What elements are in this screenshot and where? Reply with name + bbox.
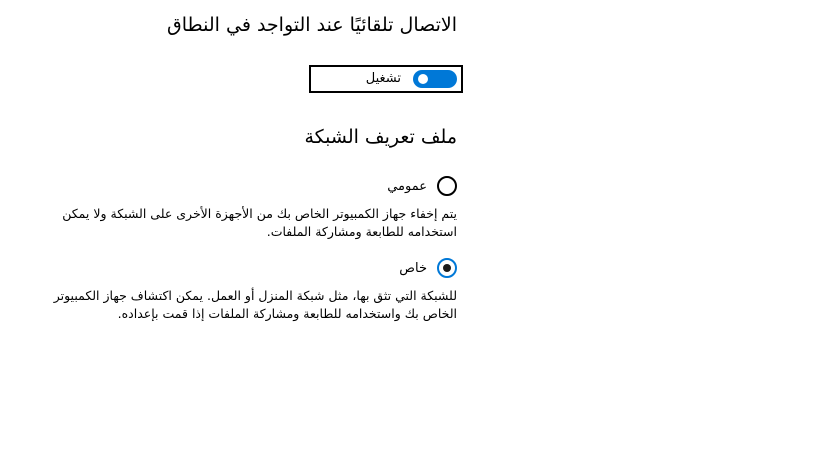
public-profile-option[interactable]: [387, 176, 457, 196]
auto-connect-toggle[interactable]: [309, 65, 463, 93]
public-description-line: استخدامه للطابعة ومشاركة الملفات.: [266, 224, 457, 239]
private-profile-option[interactable]: [399, 258, 457, 278]
auto-connect-title: الاتصال تلقائيًا عند التواجد في النطاق: [167, 14, 457, 36]
public-description-line: يتم إخفاء جهاز الكمبيوتر الخاص بك من الأجهزة الأخرى على الشبكة ولا يمكن: [62, 206, 457, 221]
private-radio-label[interactable]: خاص: [399, 260, 427, 276]
private-description-line: للشبكة التي تثق بها، مثل شبكة المنزل أو العمل. يمكن اكتشاف جهاز الكمبيوتر: [53, 288, 457, 303]
toggle-knob: [418, 74, 428, 84]
network-profile-title: ملف تعريف الشبكة: [304, 126, 457, 148]
radio-selected-dot: [443, 264, 451, 272]
public-radio[interactable]: [437, 176, 457, 196]
private-description-line: الخاص بك واستخدامه للطابعة ومشاركة الملفات إذا قمت بإعداده.: [117, 306, 457, 321]
toggle-switch[interactable]: [413, 70, 457, 88]
private-radio[interactable]: [437, 258, 457, 278]
private-profile-description: [54, 287, 457, 323]
public-radio-label[interactable]: عمومي: [387, 178, 427, 194]
public-profile-description: [62, 205, 457, 241]
toggle-state-label: تشغيل: [365, 71, 401, 86]
